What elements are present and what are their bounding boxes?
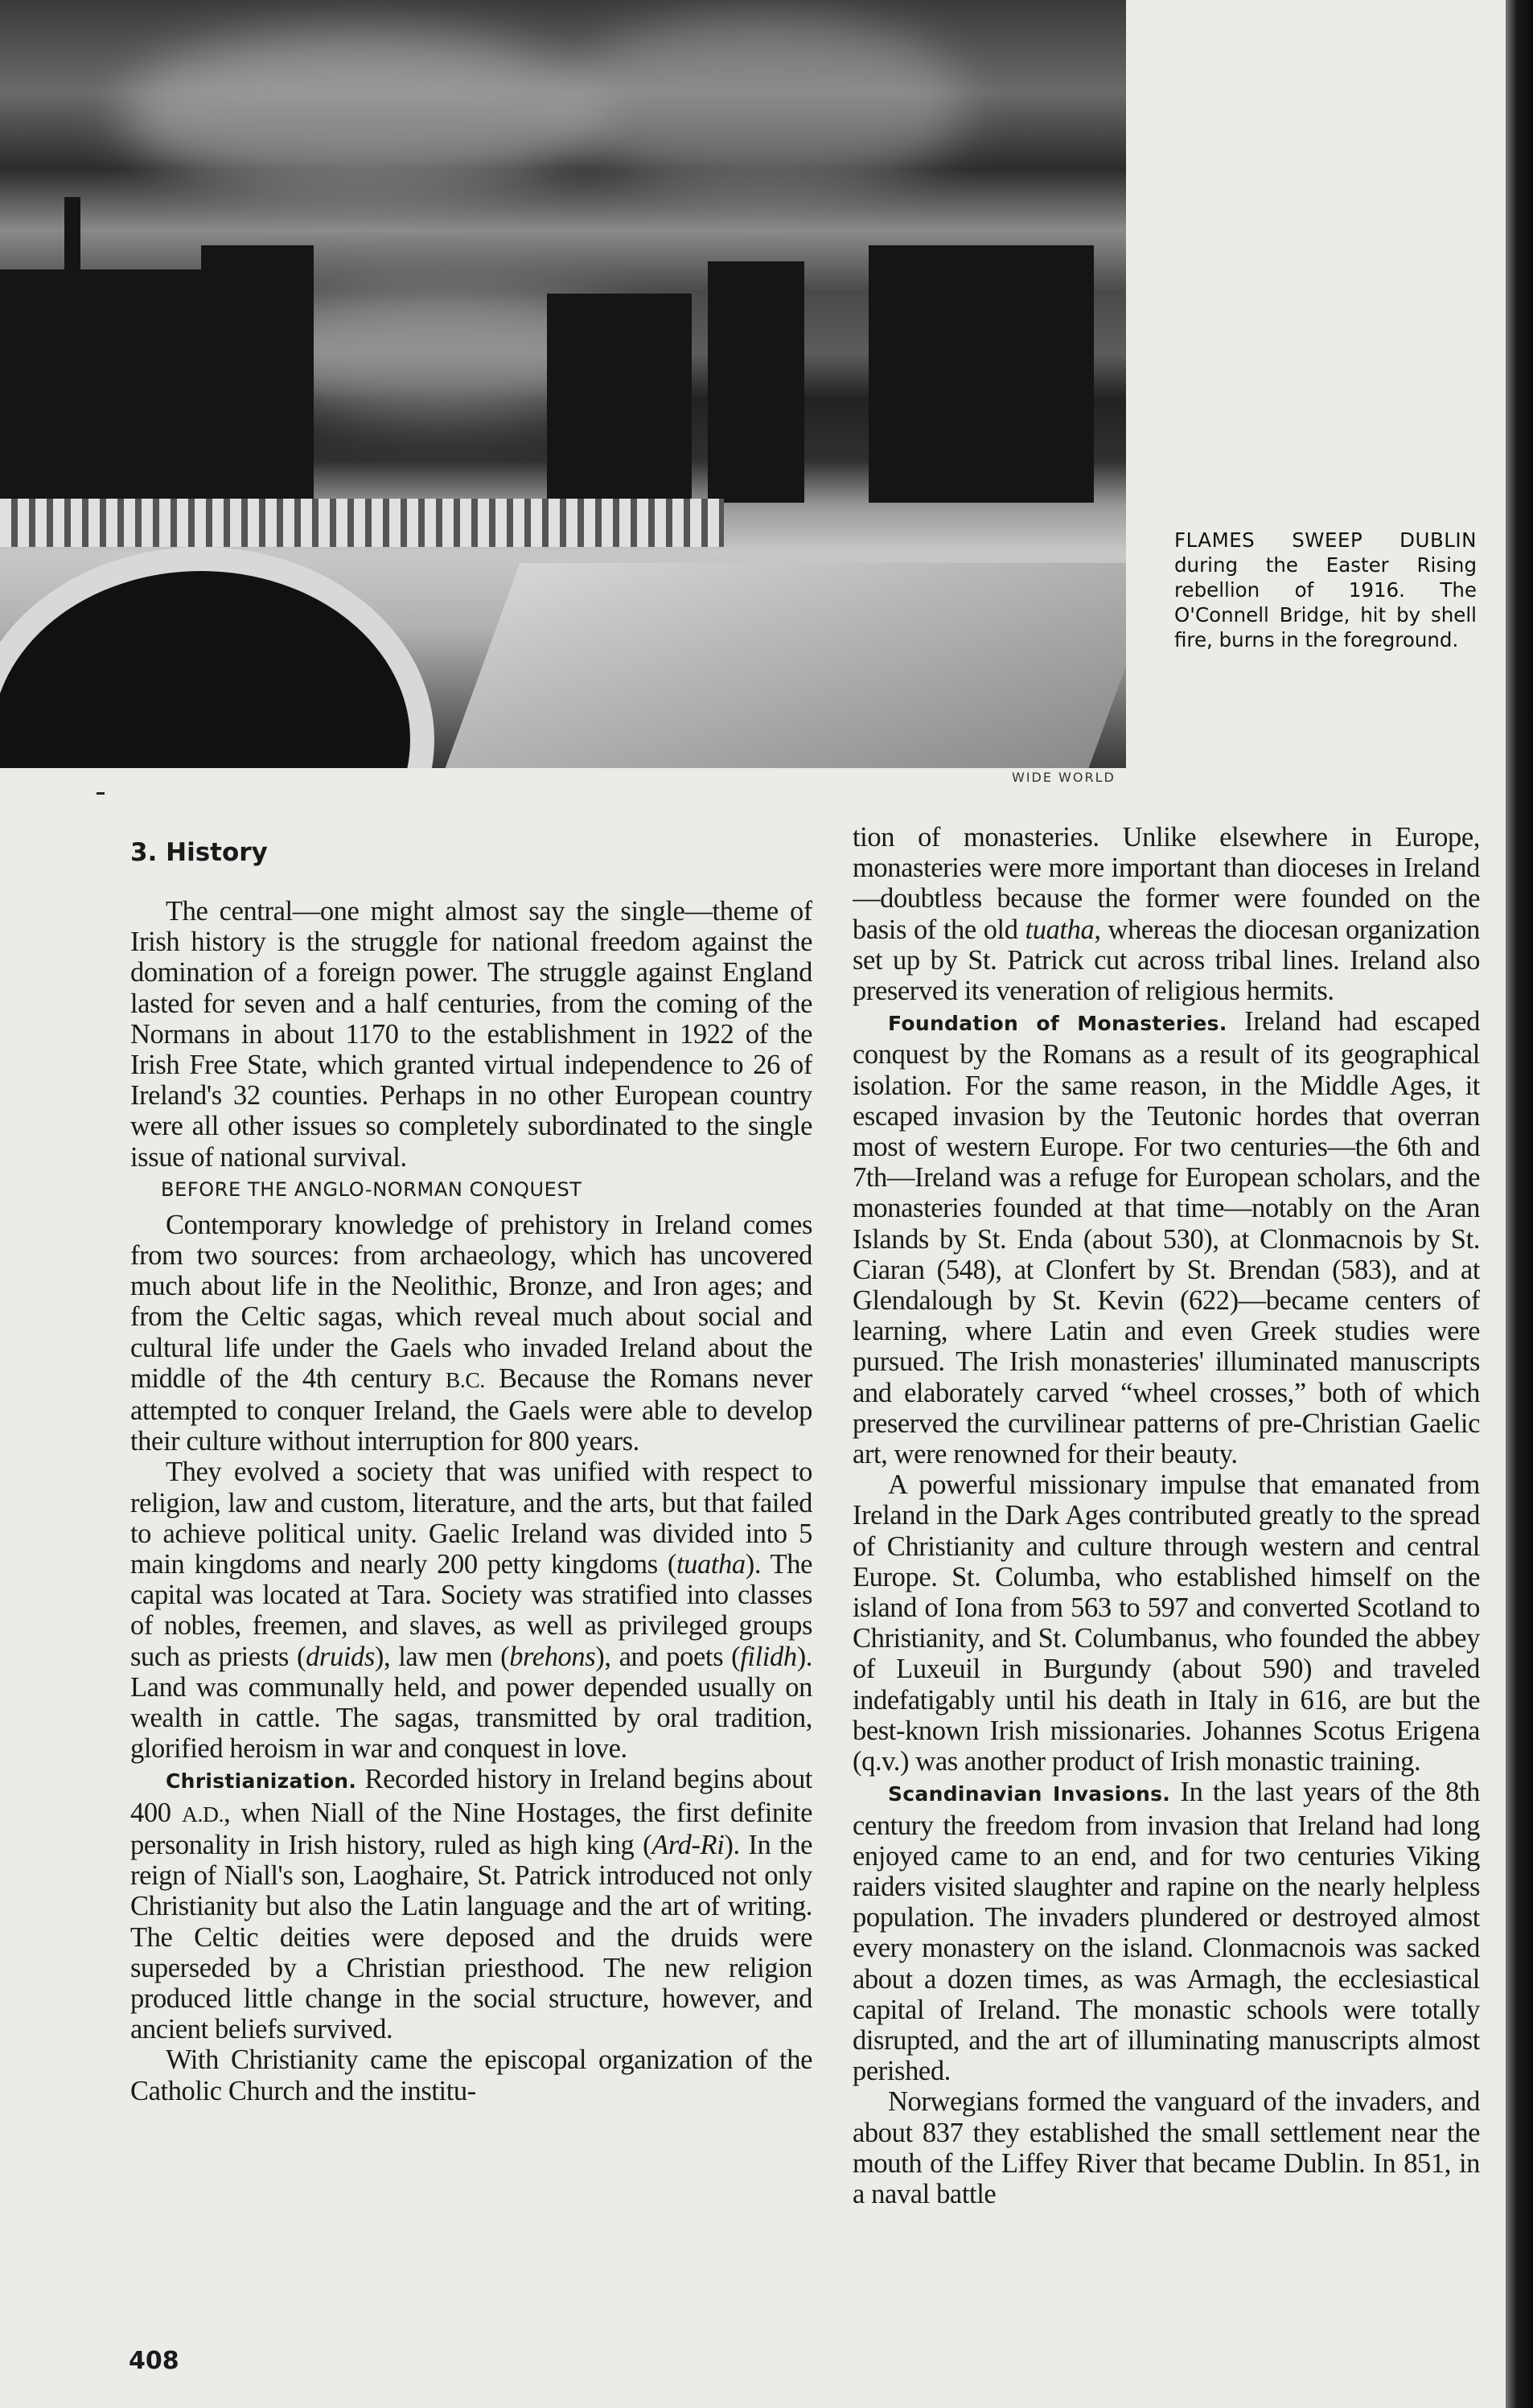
run-in-heading: Foundation of Monasteries. bbox=[888, 1012, 1227, 1036]
left-bottom-paragraphs bbox=[130, 1210, 812, 2106]
text-run: A.D. bbox=[182, 1801, 224, 1827]
text-run: , whereas the diocesan organization set up by St. Patrick cut across tribal lines. Ireland also preserved its veneration of religious hermits. bbox=[853, 914, 1480, 1007]
page-number: 408 bbox=[129, 2347, 179, 2375]
text-run: filidh bbox=[740, 1641, 797, 1672]
paragraph bbox=[853, 2086, 1480, 2209]
text-run: ), and poets ( bbox=[595, 1641, 741, 1672]
text-run: Contemporary knowledge of prehistory in Ireland comes from two sources: from archaeology, which has uncovered much about life in the Neolithic, Bronze, and Iron ages; and from the Celtic sagas, which reveal much about social and cultural life under the Gaels who invaded Ireland about the middle of the 4th century bbox=[130, 1209, 812, 1394]
photo-credit: WIDE WORLD bbox=[1012, 770, 1116, 785]
text-run: brehons bbox=[509, 1641, 596, 1672]
text-run: ). The capital was located at Tara. Society was stratified into classes of nobles, freemen, and slaves, as well as privileged groups such as priests ( bbox=[130, 1549, 812, 1672]
text-run: A powerful missionary impulse that emanated from Ireland in the Dark Ages contributed greatly to the spread of Christianity and culture through western and central Europe. St. Columba, who established himself on the island of Iona from 563 to 597 and converted Scotland to Christianity, and St. Columbanus, who founded the abbey of Luxeuil in Burgundy (about 590) and traveled indefatigably until his death in Italy in 616, are but the best-known Irish missionaries. Johannes Scotus Erigena (q.v.) was another product of Irish monastic training. bbox=[853, 1469, 1480, 1777]
text-run: The central—one might almost say the single—theme of Irish history is the struggle for national freedom against the domination of a foreign power. The struggle against England lasted for seven and a half centuries, from the coming of the Normans in about 1170 to the establishment in 1922 of the Irish Free State, which granted virtual independence to 26 of Ireland's 32 counties. Perhaps in no other European country were all other issues so completely subordinated to the single issue of national survival. bbox=[130, 896, 812, 1173]
right-column bbox=[853, 822, 1480, 2350]
text-run: They evolved a society that was unified with respect to religion, law and custom, literature, and the arts, but that failed to achieve political unity. Gaelic Ireland was divided into 5 main kingdoms and nearly 200 petty kingdoms ( bbox=[130, 1457, 812, 1580]
text-run: Recorded history in Ireland begins about 400 bbox=[130, 1764, 812, 1828]
left-column bbox=[130, 836, 812, 2348]
paragraph bbox=[130, 1457, 812, 1764]
left-top-paragraphs bbox=[130, 896, 812, 1173]
text-run: B.C. bbox=[445, 1366, 485, 1392]
paragraph bbox=[130, 896, 812, 1173]
text-run: , when Niall of the Nine Hostages, the first definite personality in Irish history, ruled as high king ( bbox=[130, 1797, 812, 1860]
paragraph bbox=[853, 822, 1480, 1006]
paragraph bbox=[853, 1777, 1480, 2086]
text-run: ), law men ( bbox=[374, 1641, 510, 1672]
text-run: Ireland had escaped conquest by the Romans as a result of its geographical isolation. For the same reason, in the Middle Ages, it escaped invasion by the Teutonic hordes that overran most of western Europe. For two centuries—the 6th and 7th—Ireland was a refuge for European scholars, and the monasteries founded at that time—notably on the Aran Islands by St. Enda (about 530), at Clonmacnois by St. Ciaran (548), at Clonfert by St. Brendan (583), and at Glendalough by St. Kevin (622)—became centers of learning, where Latin and even Greek studies were pursued. The Irish monasteries' illuminated manuscripts and elaborately carved “wheel crosses,” both of which preserved the curvilinear patterns of pre-Christian Gaelic art, were renowned for their beauty. bbox=[853, 1006, 1480, 1470]
right-paragraphs bbox=[853, 822, 1480, 2209]
text-run: druids bbox=[306, 1641, 375, 1672]
text-run: Because the Romans never attempted to conquer Ireland, the Gaels were able to develop their culture without interruption for 800 years. bbox=[130, 1362, 812, 1457]
book-binding-edge bbox=[1506, 0, 1533, 2408]
text-run: ). Land was communally held, and power depended usually on wealth in cattle. The sagas, transmitted by oral tradition, glorified heroism in war and conquest in love. bbox=[130, 1641, 812, 1765]
caption-text: during the Easter Rising rebellion of 1916. The O'Connell Bridge, hit by shell fire, burns in the foreground. bbox=[1174, 553, 1477, 651]
run-in-heading: Christianization. bbox=[166, 1769, 357, 1794]
paragraph bbox=[853, 1469, 1480, 1777]
text-run: ). In the reign of Niall's son, Laoghaire, St. Patrick introduced not only Christianity but also the Latin language and the art of writing. The Celtic deities were deposed and the druids were superseded by a Christian priesthood. The new religion produced little change in the social structure, however, and ancient beliefs survived. bbox=[130, 1829, 812, 2045]
caption-headline: FLAMES SWEEP DUBLIN bbox=[1174, 528, 1477, 552]
subsection-heading: BEFORE THE ANGLO-NORMAN CONQUEST bbox=[161, 1177, 582, 1201]
paragraph bbox=[853, 1006, 1480, 1469]
text-run: tuatha bbox=[1025, 914, 1095, 945]
text-run: With Christianity came the episcopal organization of the Catholic Church and the institu- bbox=[130, 2044, 812, 2106]
paragraph bbox=[130, 1210, 812, 1457]
paragraph bbox=[130, 1764, 812, 2044]
section-heading: 3. History bbox=[130, 838, 268, 867]
run-in-heading: Scandinavian Invasions. bbox=[888, 1782, 1171, 1806]
text-run: tion of monasteries. Unlike elsewhere in Europe, monasteries were more important than dioceses in Ireland—doubtless because the former were founded on the basis of the old bbox=[853, 822, 1480, 945]
text-run: Norwegians formed the vanguard of the invaders, and about 837 they established the small settlement near the mouth of the Liffey River that became Dublin. In 851, in a naval battle bbox=[853, 2086, 1480, 2209]
text-run: tuatha bbox=[676, 1549, 746, 1580]
margin-mark bbox=[97, 792, 105, 795]
photo-caption bbox=[1174, 528, 1477, 652]
text-run: In the last years of the 8th century the freedom from invasion that Ireland had long enjoyed came to an end, and for two centuries Viking raiders visited slaughter and rapine on the nearly helpless population. The invaders plundered or destroyed almost every monastery on the island. Clonmacnois was sacked about a dozen times, as was Armagh, the ecclesiastical capital of Ireland. The monastic schools were totally disrupted, and the art of illuminating manuscripts almost perished. bbox=[853, 1777, 1480, 2087]
photo-dublin-easter-rising bbox=[0, 0, 1126, 768]
text-run: Ard-Ri bbox=[651, 1829, 725, 1860]
paragraph bbox=[130, 2044, 812, 2106]
